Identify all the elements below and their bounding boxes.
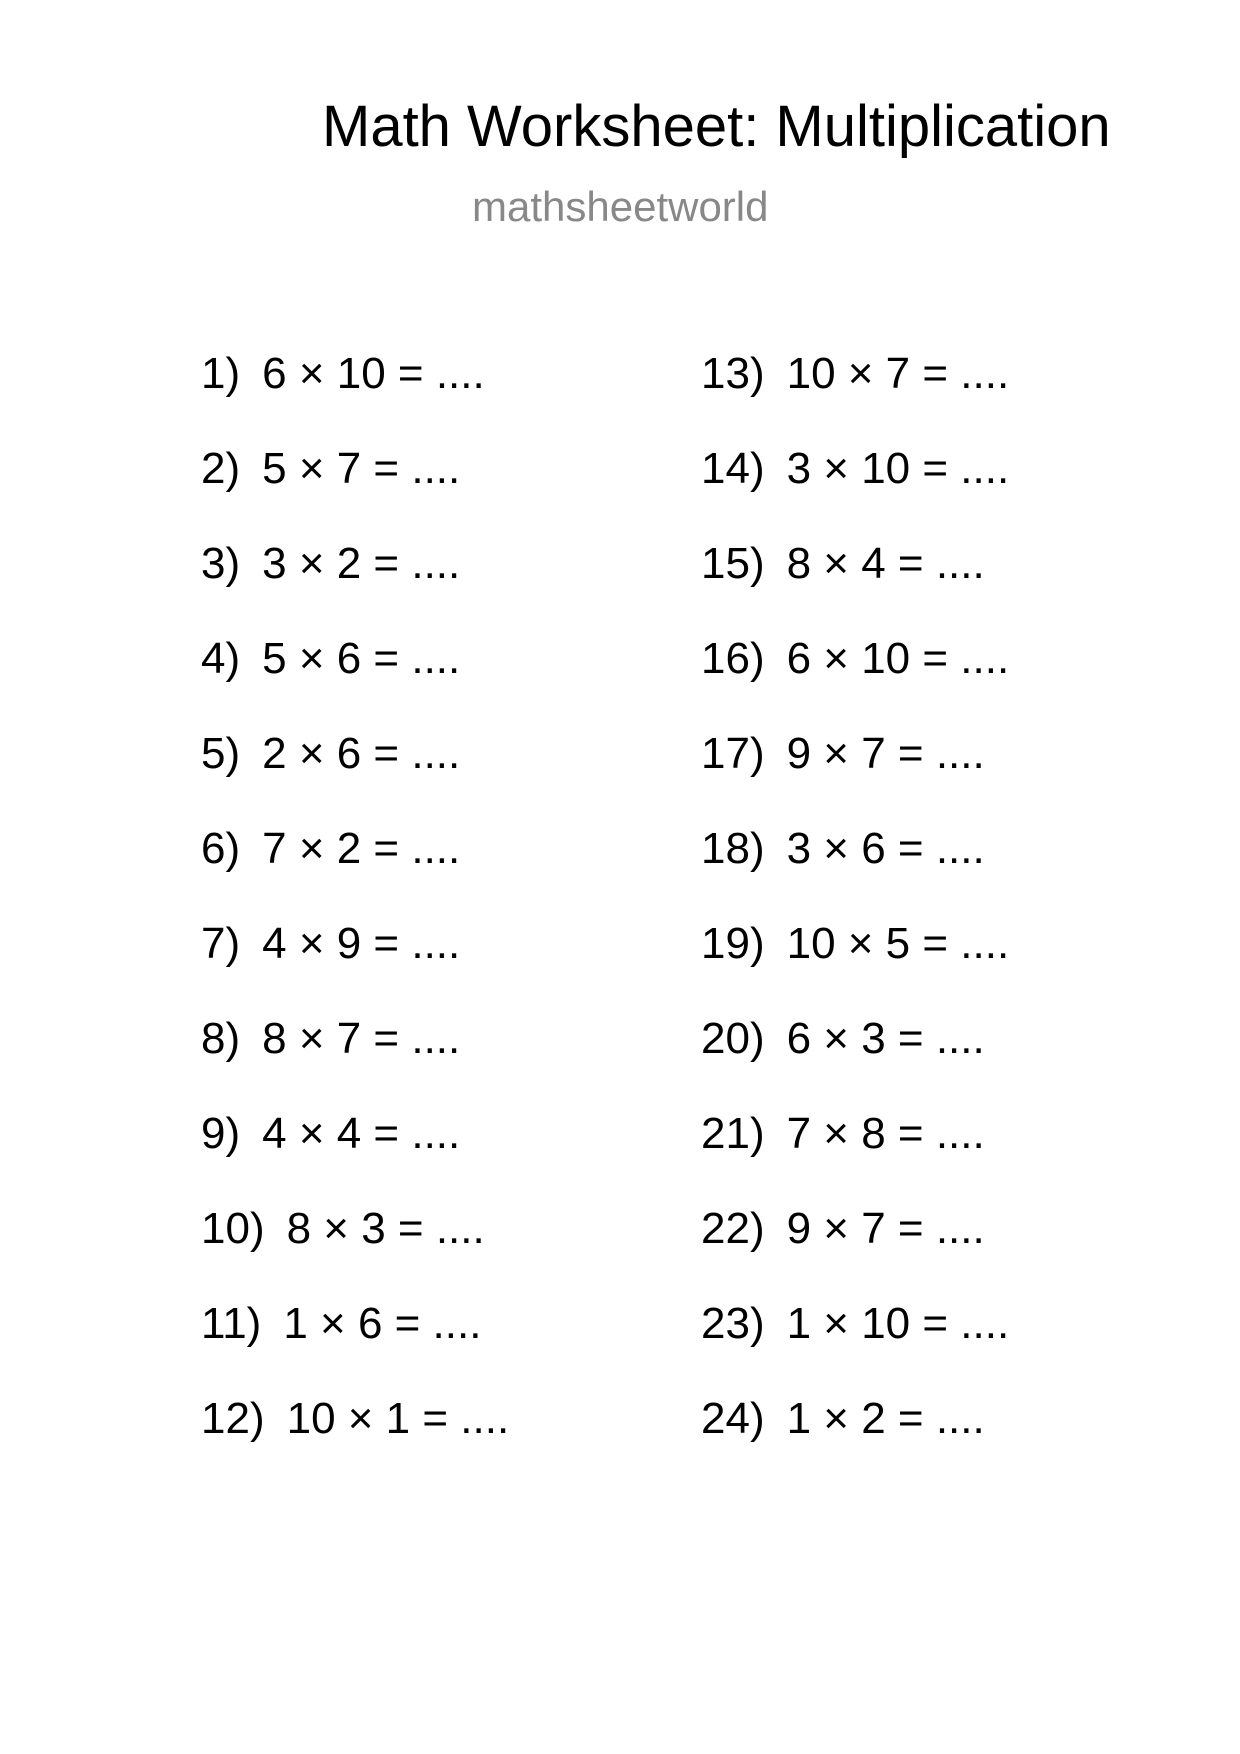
problem-5 bbox=[201, 729, 509, 827]
problem-10 bbox=[201, 1204, 509, 1302]
problem-number: 14) bbox=[701, 444, 765, 493]
problem-expression: 10 × 1 = .... bbox=[286, 1394, 510, 1443]
problem-22 bbox=[701, 1204, 1009, 1302]
problem-expression: 6 × 10 = .... bbox=[262, 349, 485, 398]
problem-17 bbox=[701, 729, 1009, 827]
problem-number: 1) bbox=[201, 349, 241, 398]
problem-expression: 9 × 7 = .... bbox=[786, 729, 985, 778]
problem-expression: 4 × 9 = .... bbox=[262, 919, 461, 968]
problem-16 bbox=[701, 634, 1010, 732]
problem-expression: 1 × 6 = .... bbox=[283, 1299, 482, 1348]
problem-column-left bbox=[201, 349, 510, 1492]
problem-12 bbox=[201, 1394, 510, 1492]
problem-18 bbox=[701, 824, 1009, 922]
problem-3 bbox=[201, 539, 509, 637]
problem-number: 3) bbox=[201, 539, 241, 588]
problem-number: 22) bbox=[701, 1204, 765, 1253]
problem-number: 8) bbox=[201, 1014, 241, 1063]
problem-expression: 7 × 2 = .... bbox=[262, 824, 461, 873]
problem-number: 7) bbox=[201, 919, 241, 968]
problem-13 bbox=[701, 349, 1010, 447]
problem-number: 18) bbox=[701, 824, 765, 873]
problem-6 bbox=[201, 824, 509, 922]
problem-expression: 1 × 10 = .... bbox=[786, 1299, 1010, 1348]
problem-24 bbox=[701, 1394, 1009, 1492]
problem-expression: 5 × 7 = .... bbox=[262, 444, 461, 493]
problem-number: 24) bbox=[701, 1394, 765, 1443]
problem-expression: 9 × 7 = .... bbox=[786, 1204, 985, 1253]
problem-1 bbox=[201, 349, 509, 447]
problem-number: 9) bbox=[201, 1109, 241, 1158]
problem-column-right bbox=[701, 349, 1010, 1492]
problem-number: 13) bbox=[701, 349, 765, 398]
problem-number: 10) bbox=[201, 1204, 265, 1253]
page-title: Math Worksheet: Multiplication bbox=[322, 94, 1111, 159]
problem-number: 17) bbox=[701, 729, 765, 778]
problem-8 bbox=[201, 1014, 509, 1112]
problem-number: 21) bbox=[701, 1109, 765, 1158]
problem-number: 15) bbox=[701, 539, 765, 588]
problem-number: 4) bbox=[201, 634, 241, 683]
problem-23 bbox=[701, 1299, 1010, 1397]
problem-number: 11) bbox=[201, 1299, 262, 1348]
problem-number: 2) bbox=[201, 444, 241, 493]
problem-7 bbox=[201, 919, 509, 1017]
problem-expression: 8 × 4 = .... bbox=[786, 539, 985, 588]
problem-expression: 6 × 10 = .... bbox=[786, 634, 1010, 683]
problem-expression: 8 × 3 = .... bbox=[286, 1204, 485, 1253]
problem-expression: 4 × 4 = .... bbox=[262, 1109, 461, 1158]
site-name: mathsheetworld bbox=[472, 183, 769, 230]
problem-2 bbox=[201, 444, 509, 542]
problem-20 bbox=[701, 1014, 1009, 1112]
problem-expression: 10 × 7 = .... bbox=[786, 349, 1010, 398]
problem-21 bbox=[701, 1109, 1009, 1207]
problem-expression: 2 × 6 = .... bbox=[262, 729, 461, 778]
problem-19 bbox=[701, 919, 1010, 1017]
problem-expression: 10 × 5 = .... bbox=[786, 919, 1010, 968]
problem-11 bbox=[201, 1299, 509, 1397]
problem-4 bbox=[201, 634, 509, 732]
problem-expression: 3 × 6 = .... bbox=[786, 824, 985, 873]
problem-number: 19) bbox=[701, 919, 765, 968]
problem-expression: 5 × 6 = .... bbox=[262, 634, 461, 683]
problem-number: 20) bbox=[701, 1014, 765, 1063]
problem-number: 5) bbox=[201, 729, 241, 778]
problem-number: 23) bbox=[701, 1299, 765, 1348]
problem-expression: 8 × 7 = .... bbox=[262, 1014, 461, 1063]
problem-14 bbox=[701, 444, 1010, 542]
problem-number: 16) bbox=[701, 634, 765, 683]
problem-expression: 3 × 10 = .... bbox=[786, 444, 1010, 493]
problem-15 bbox=[701, 539, 1009, 637]
problem-expression: 7 × 8 = .... bbox=[786, 1109, 985, 1158]
problem-number: 12) bbox=[201, 1394, 265, 1443]
problem-9 bbox=[201, 1109, 509, 1207]
problem-expression: 3 × 2 = .... bbox=[262, 539, 461, 588]
problem-number: 6) bbox=[201, 824, 241, 873]
problem-expression: 1 × 2 = .... bbox=[786, 1394, 985, 1443]
problem-expression: 6 × 3 = .... bbox=[786, 1014, 985, 1063]
